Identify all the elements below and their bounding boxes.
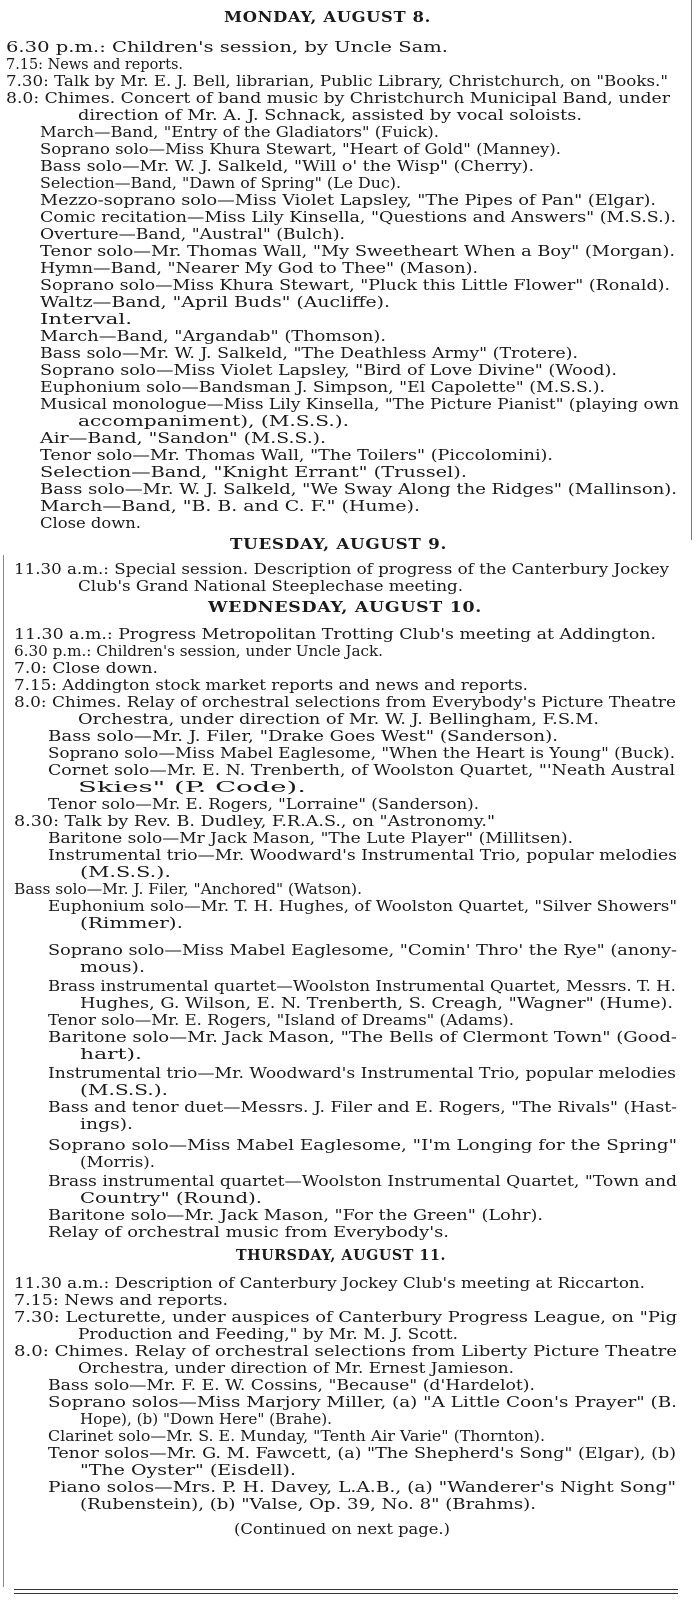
programme-line xyxy=(40,499,700,515)
line-text: mous). xyxy=(80,960,145,976)
programme-line xyxy=(40,261,700,277)
line-text: direction of Mr. A. J. Schnack, assisted by vocal soloists. xyxy=(78,108,582,124)
line-text: WEDNESDAY, AUGUST 10. xyxy=(208,599,482,616)
programme-line xyxy=(40,125,700,141)
programme-line xyxy=(6,91,700,107)
line-text: Tenor solos—Mr. G. M. Fawcett, (a) "The Shepherd's Song" (Elgar), (b) xyxy=(48,1446,677,1462)
programme-line xyxy=(6,40,700,56)
programme-line xyxy=(48,899,700,915)
line-text: Brass instrumental quartet—Woolston Instrumental Quartet, Messrs. T. H. xyxy=(48,979,676,995)
programme-line xyxy=(40,210,700,226)
line-text: TUESDAY, AUGUST 9. xyxy=(230,536,447,553)
line-text: Soprano solo—Miss Khura Stewart, "Heart of Gold" (Manney). xyxy=(40,142,562,158)
bottom-rule xyxy=(14,1589,678,1590)
programme-line xyxy=(40,363,700,379)
line-text: Hymn—Band, "Nearer My God to Thee" (Mason). xyxy=(40,261,479,277)
programme-line xyxy=(78,579,700,595)
line-text: 7.0: Close down. xyxy=(14,661,158,677)
programme-line xyxy=(6,74,700,90)
programme-line xyxy=(14,814,700,830)
line-text: Euphonium solo—Bandsman J. Simpson, "El Capolette" (M.S.S.). xyxy=(40,380,605,396)
line-text: Overture—Band, "Austral" (Bulch). xyxy=(40,227,346,243)
continued-note xyxy=(234,1522,700,1538)
programme-line xyxy=(80,960,700,976)
line-text: Skies" (P. Code). xyxy=(78,780,307,796)
line-text: 7.15: Addington stock market reports and news and reports. xyxy=(14,678,529,694)
line-text: 8.0: Chimes. Concert of band music by Christchurch Municipal Band, under xyxy=(6,91,670,107)
programme-line xyxy=(40,227,700,243)
line-text: March—Band, "Entry of the Gladiators" (Fuick). xyxy=(40,125,439,141)
line-text: Bass and tenor duet—Messrs. J. Filer and E. Rogers, "The Rivals" (Hast- xyxy=(48,1100,678,1116)
line-text: Bass solo—Mr. W. J. Salkeld, "Will o' the Wisp" (Cherry). xyxy=(40,159,534,175)
day-heading xyxy=(236,1248,700,1264)
programme-line xyxy=(78,780,700,796)
line-text: Soprano solo—Miss Mabel Eaglesome, "I'm Longing for the Spring" xyxy=(48,1138,677,1154)
line-text: Brass instrumental quartet—Woolston Instrumental Quartet, "Town and xyxy=(48,1174,678,1190)
programme-line xyxy=(40,448,700,464)
line-text: Bass solo—Mr. F. E. W. Cossins, "Because" (d'Hardelot). xyxy=(48,1378,535,1394)
programme-line xyxy=(80,1412,700,1428)
bottom-rule-secondary xyxy=(14,1593,678,1594)
programme-line xyxy=(78,414,700,430)
programme-line xyxy=(48,1429,700,1445)
programme-line xyxy=(48,1066,700,1082)
line-text: Bass solo—Mr. J. Filer, "Drake Goes West" (Sanderson). xyxy=(48,729,558,745)
programme-line xyxy=(80,996,700,1012)
line-text: 11.30 a.m.: Progress Metropolitan Trotting Club's meeting at Addington. xyxy=(14,627,656,643)
line-text: 8.30: Talk by Rev. B. Dudley, F.R.A.S., on "Astronomy." xyxy=(14,814,496,830)
line-text: Baritone solo—Mr. Jack Mason, "The Bells of Clermont Town" (Good- xyxy=(48,1030,677,1046)
line-text: Relay of orchestral music from Everybody's. xyxy=(48,1225,449,1241)
line-text: Soprano solo—Miss Khura Stewart, "Pluck this Little Flower" (Ronald). xyxy=(40,278,670,294)
line-text: Orchestra, under direction of Mr. W. J. Bellingham, F.S.M. xyxy=(78,712,599,728)
programme-line xyxy=(6,57,700,73)
programme-line xyxy=(48,1013,700,1029)
programme-line xyxy=(48,831,700,847)
line-text: Soprano solos—Miss Marjory Miller, (a) "A Little Coon's Prayer" (B. xyxy=(48,1395,678,1411)
programme-line xyxy=(48,763,700,779)
programme-line xyxy=(48,746,700,762)
line-text: Tenor solo—Mr. Thomas Wall, "My Sweetheart When a Boy" (Morgan). xyxy=(40,244,676,260)
programme-line xyxy=(40,397,700,413)
programme-line xyxy=(48,848,700,864)
line-text: 7.30: Talk by Mr. E. J. Bell, librarian, Public Library, Christchurch, on "Books." xyxy=(6,74,669,90)
programme-line xyxy=(48,1480,700,1496)
line-text: (Rimmer). xyxy=(80,916,184,932)
line-text: ings). xyxy=(80,1117,134,1133)
programme-line xyxy=(14,1344,700,1360)
line-text: Selection—Band, "Dawn of Spring" (Le Duc). xyxy=(40,176,401,192)
programme-line xyxy=(40,193,700,209)
line-text: Interval. xyxy=(40,312,132,328)
day-heading xyxy=(208,600,700,616)
programme-line xyxy=(40,482,700,498)
programme-line xyxy=(40,516,700,532)
programme-line xyxy=(40,346,700,362)
line-text: accompaniment), (M.S.S.). xyxy=(78,414,350,430)
programme-line xyxy=(40,312,700,328)
line-text: (M.S.S.). xyxy=(80,865,172,881)
programme-line xyxy=(14,661,700,677)
line-text: Instrumental trio—Mr. Woodward's Instrumental Trio, popular melodies xyxy=(48,848,678,864)
programme-line xyxy=(48,979,700,995)
line-text: Baritone solo—Mr Jack Mason, "The Lute Player" (Millitsen). xyxy=(48,831,574,847)
line-text: (Continued on next page.) xyxy=(234,1522,450,1538)
programme-line xyxy=(40,329,700,345)
programme-line xyxy=(40,295,700,311)
line-text: 8.0: Chimes. Relay of orchestral selections from Liberty Picture Theatre xyxy=(14,1344,678,1360)
line-text: Piano solos—Mrs. P. H. Davey, L.A.B., (a) "Wanderer's Night Song" xyxy=(48,1480,677,1496)
line-text: THURSDAY, AUGUST 11. xyxy=(236,1247,446,1264)
line-text: Club's Grand National Steeplechase meeting. xyxy=(78,579,464,595)
programme-line xyxy=(48,1208,700,1224)
line-text: Clarinet solo—Mr. S. E. Munday, "Tenth Air Varie" (Thornton). xyxy=(48,1429,546,1445)
programme-line xyxy=(48,1138,700,1154)
line-text: Comic recitation—Miss Lily Kinsella, "Questions and Answers" (M.S.S.). xyxy=(40,210,677,226)
line-text: Tenor solo—Mr. Thomas Wall, "The Toilers" (Piccolomini). xyxy=(40,448,554,464)
line-text: March—Band, "Argandab" (Thomson). xyxy=(40,329,386,345)
programme-line xyxy=(40,159,700,175)
line-text: Cornet solo—Mr. E. N. Trenberth, of Woolston Quartet, "'Neath Austral xyxy=(48,763,676,779)
programme-line xyxy=(14,1276,700,1292)
line-text: 7.30: Lecturette, under auspices of Canterbury Progress League, on "Pig xyxy=(14,1310,678,1326)
line-text: Selection—Band, "Knight Errant" (Trussel). xyxy=(40,465,467,481)
line-text: Hughes, G. Wilson, E. N. Trenberth, S. Creagh, "Wagner" (Hume). xyxy=(80,996,673,1012)
line-text: Close down. xyxy=(40,516,142,532)
programme-line xyxy=(14,882,700,898)
programme-line xyxy=(40,278,700,294)
line-text: Soprano solo—Miss Mabel Eaglesome, "When the Heart is Young" (Buck). xyxy=(48,746,676,762)
programme-line xyxy=(80,1497,700,1513)
line-text: Soprano solo—Miss Mabel Eaglesome, "Comin' Thro' the Rye" (anony- xyxy=(48,943,677,959)
programme-line xyxy=(80,1155,700,1171)
line-text: (Morris). xyxy=(80,1155,156,1171)
programme-line xyxy=(48,729,700,745)
programme-line xyxy=(78,1361,700,1377)
programme-line xyxy=(80,1463,700,1479)
programme-line xyxy=(40,176,700,192)
line-text: hart). xyxy=(80,1047,142,1063)
programme-line xyxy=(48,1100,700,1116)
programme-line xyxy=(48,1225,700,1241)
line-text: Tenor solo—Mr. E. Rogers, "Island of Dreams" (Adams). xyxy=(48,1013,514,1029)
line-text: Baritone solo—Mr. Jack Mason, "For the Green" (Lohr). xyxy=(48,1208,543,1224)
line-text: 8.0: Chimes. Relay of orchestral selections from Everybody's Picture Theatre xyxy=(14,695,676,711)
line-text: Orchestra, under direction of Mr. Ernest Jamieson. xyxy=(78,1361,515,1377)
line-text: (M.S.S.). xyxy=(80,1083,169,1099)
line-text: March—Band, "B. B. and C. F." (Hume). xyxy=(40,499,421,515)
programme-line xyxy=(78,1327,700,1343)
programme-line xyxy=(48,1378,700,1394)
line-text: Waltz—Band, "April Buds" (Aucliffe). xyxy=(40,295,391,311)
programme-line xyxy=(40,244,700,260)
programme-line xyxy=(14,644,700,660)
line-text: Country" (Round). xyxy=(80,1191,262,1207)
programme-line xyxy=(80,1191,700,1207)
programme-line xyxy=(14,695,700,711)
programme-line xyxy=(40,431,700,447)
programme-line xyxy=(40,465,700,481)
programme-line xyxy=(40,142,700,158)
line-text: Musical monologue—Miss Lily Kinsella, "The Picture Pianist" (playing own xyxy=(40,397,680,413)
programme-line xyxy=(14,562,700,578)
line-text: 7.15: News and reports. xyxy=(14,1293,228,1309)
line-text: 6.30 p.m.: Children's session, by Uncle Sam. xyxy=(6,40,449,56)
line-text: Air—Band, "Sandon" (M.S.S.). xyxy=(40,431,327,447)
line-text: Instrumental trio—Mr. Woodward's Instrumental Trio, popular melodies xyxy=(48,1066,676,1082)
line-text: 6.30 p.m.: Children's session, under Uncle Jack. xyxy=(14,644,384,660)
programme-line xyxy=(14,1293,700,1309)
line-text: Soprano solo—Miss Violet Lapsley, "Bird of Love Divine" (Wood). xyxy=(40,363,617,379)
column-rule-left xyxy=(3,555,4,1587)
programme-line xyxy=(14,678,700,694)
programme-line xyxy=(80,1083,700,1099)
line-text: Tenor solo—Mr. E. Rogers, "Lorraine" (Sanderson). xyxy=(48,797,479,813)
line-text: Bass solo—Mr. W. J. Salkeld, "The Deathless Army" (Trotere). xyxy=(40,346,578,362)
programme-line xyxy=(14,1310,700,1326)
day-heading xyxy=(224,10,700,26)
programme-line xyxy=(48,1446,700,1462)
programme-line xyxy=(80,916,700,932)
line-text: 7.15: News and reports. xyxy=(6,57,184,73)
programme-line xyxy=(48,797,700,813)
line-text: MONDAY, AUGUST 8. xyxy=(224,9,432,26)
programme-line xyxy=(48,1395,700,1411)
line-text: Mezzo-soprano solo—Miss Violet Lapsley, "The Pipes of Pan" (Elgar). xyxy=(40,193,657,209)
programme-line xyxy=(78,712,700,728)
line-text: "The Oyster" (Eisdell). xyxy=(80,1463,296,1479)
line-text: Euphonium solo—Mr. T. H. Hughes, of Woolston Quartet, "Silver Showers" xyxy=(48,899,678,915)
line-text: (Rubenstein), (b) "Valse, Op. 39, No. 8" (Brahms). xyxy=(80,1497,537,1513)
programme-line xyxy=(80,1117,700,1133)
programme-line xyxy=(48,943,700,959)
programme-line xyxy=(80,1047,700,1063)
line-text: Production and Feeding," by Mr. M. J. Scott. xyxy=(78,1327,459,1343)
programme-line xyxy=(14,627,700,643)
line-text: 11.30 a.m.: Description of Canterbury Jockey Club's meeting at Riccarton. xyxy=(14,1276,645,1292)
line-text: Hope), (b) "Down Here" (Brahe). xyxy=(80,1412,332,1428)
line-text: 11.30 a.m.: Special session. Description of progress of the Canterbury Jockey xyxy=(14,562,670,578)
programme-line xyxy=(40,380,700,396)
day-heading xyxy=(230,537,700,553)
programme-line xyxy=(48,1030,700,1046)
line-text: Bass solo—Mr. W. J. Salkeld, "We Sway Along the Ridges" (Mallinson). xyxy=(40,482,678,498)
programme-line xyxy=(78,108,700,124)
programme-line xyxy=(80,865,700,881)
programme-line xyxy=(48,1174,700,1190)
line-text: Bass solo—Mr. J. Filer, "Anchored" (Watson). xyxy=(14,882,362,898)
